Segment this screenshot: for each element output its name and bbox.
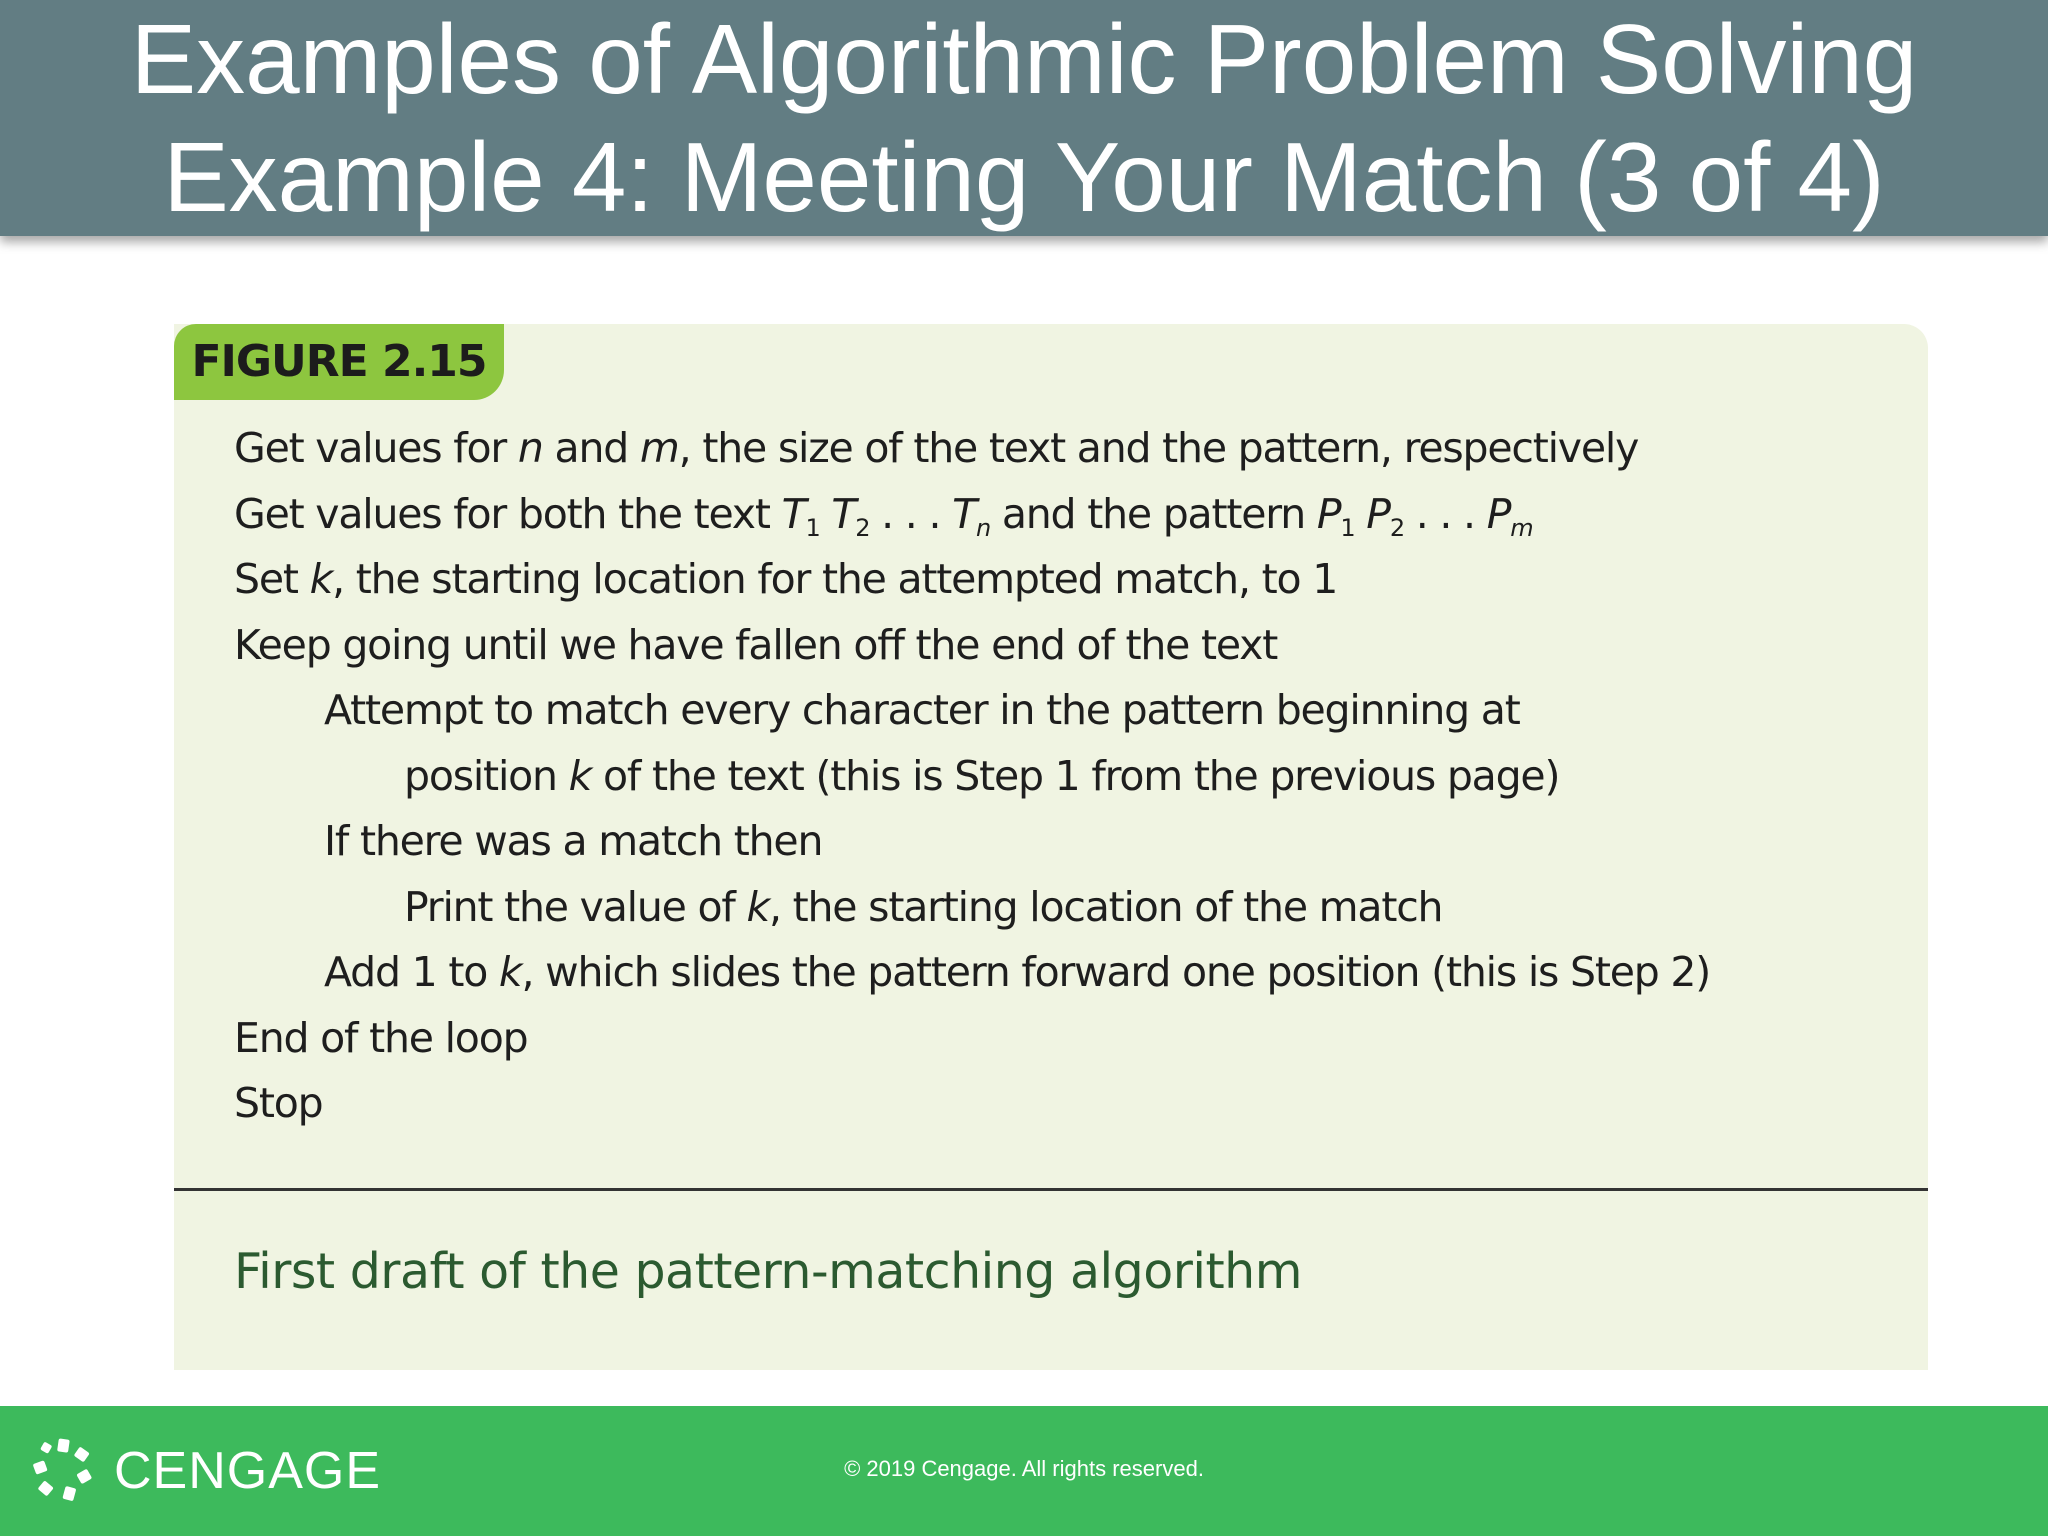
subscript: 1 (805, 513, 820, 542)
italic-variable: T (781, 489, 806, 538)
algorithm-listing (234, 416, 1914, 1137)
title-line-2: Example 4: Meeting Your Match (3 of 4) (163, 122, 1885, 232)
algorithm-line (234, 744, 1914, 810)
italic-variable: P (1316, 489, 1341, 538)
algorithm-text: If there was a match then (324, 817, 823, 865)
subscript: m (1510, 513, 1533, 542)
algorithm-text: Get values for both the text (234, 489, 782, 538)
italic-variable: T (952, 489, 976, 538)
algorithm-line (234, 482, 1914, 548)
algorithm-text: , which slides the pattern forward one position (this is Step 2) (521, 948, 1711, 996)
algorithm-text: , the size of the text and the pattern, respectively (678, 424, 1639, 472)
algorithm-text: Stop (234, 1079, 323, 1127)
algorithm-line (234, 547, 1914, 613)
italic-variable: k (568, 751, 592, 800)
algorithm-line (234, 875, 1914, 941)
algorithm-text: position (404, 751, 569, 800)
algorithm-text: Get values for (234, 424, 518, 472)
subscript: n (976, 513, 991, 542)
subscript: 2 (1389, 513, 1404, 542)
algorithm-text: Attempt to match every character in the pattern beginning at (324, 686, 1520, 734)
algorithm-line (234, 416, 1914, 482)
algorithm-text: Keep going until we have fallen off the end of the text (234, 620, 1278, 669)
algorithm-text: , the starting location for the attempted match, to 1 (332, 555, 1338, 603)
subscript: 2 (855, 513, 870, 542)
copyright-notice: © 2019 Cengage. All rights reserved. (844, 1456, 1204, 1481)
algorithm-text: . . . (1403, 489, 1487, 538)
figure-box (174, 324, 1928, 1370)
italic-variable: k (309, 555, 333, 603)
algorithm-line (234, 613, 1914, 679)
algorithm-text: , the starting location of the match (768, 882, 1443, 931)
algorithm-line (234, 809, 1914, 875)
cengage-wordmark: CENGAGE (114, 1442, 382, 1500)
italic-variable: T (831, 489, 856, 538)
algorithm-line (234, 1006, 1914, 1072)
algorithm-text: Print the value of (404, 882, 747, 931)
algorithm-text: Add 1 to (324, 948, 499, 996)
figure-caption: First draft of the pattern-matching algorithm (234, 1243, 1302, 1300)
algorithm-text: End of the loop (234, 1013, 528, 1062)
italic-variable: n (517, 424, 543, 472)
italic-variable: k (498, 948, 522, 996)
algorithm-line (234, 678, 1914, 744)
algorithm-text: Set (234, 555, 310, 603)
algorithm-line (234, 1071, 1914, 1137)
italic-variable: k (746, 882, 769, 931)
italic-variable: m (639, 424, 679, 472)
figure-label: FIGURE 2.15 (174, 324, 504, 400)
algorithm-line (234, 940, 1914, 1006)
algorithm-text (820, 490, 832, 538)
subscript: 1 (1340, 513, 1355, 542)
algorithm-text (1354, 490, 1366, 538)
footer-bar (0, 1406, 2048, 1536)
title-line-1: Examples of Algorithmic Problem Solving (130, 4, 1918, 114)
slide-title (0, 0, 2048, 236)
algorithm-text: . . . (869, 489, 953, 538)
italic-variable: P (1366, 489, 1390, 538)
algorithm-text: and the pattern (990, 489, 1317, 538)
figure-divider (174, 1188, 1928, 1191)
algorithm-text: and (542, 424, 640, 472)
italic-variable: P (1486, 489, 1511, 538)
algorithm-text: of the text (this is Step 1 from the previous page) (591, 751, 1560, 800)
